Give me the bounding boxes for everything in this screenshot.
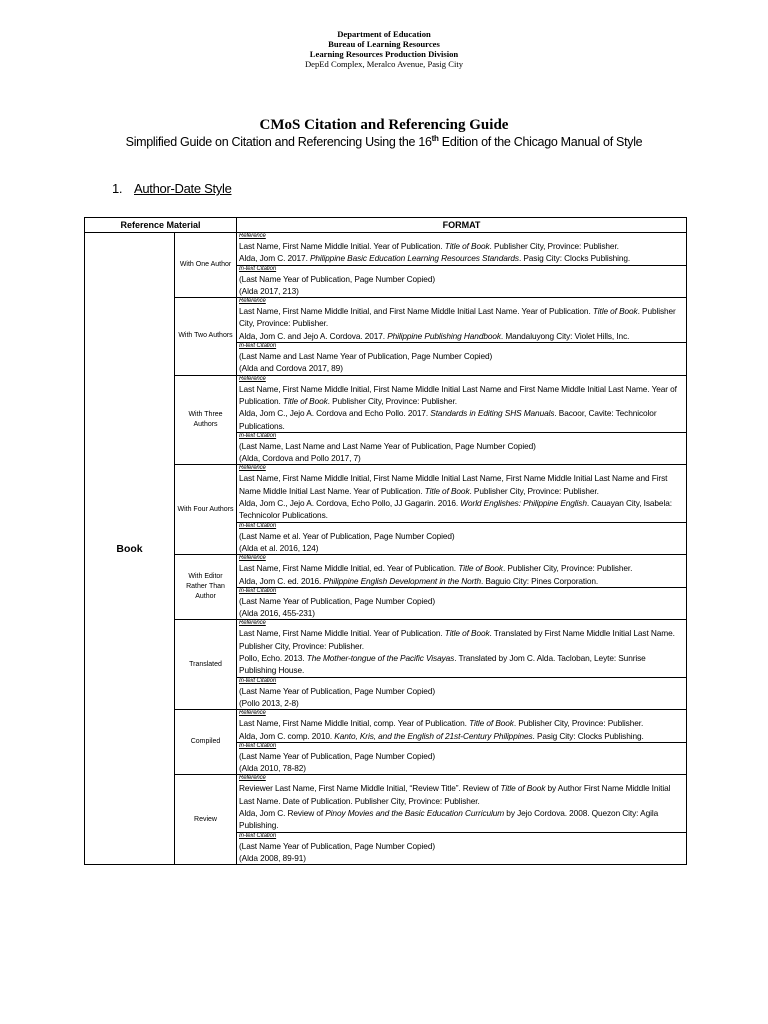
reference-format: [239, 305, 684, 330]
book-type-label: With Three Authors: [175, 375, 237, 465]
intext-cell: [237, 265, 687, 298]
reference-example-title: Philippine Publishing Handbook: [387, 330, 501, 341]
reference-example: [239, 807, 684, 832]
reference-label: Reference: [239, 375, 266, 382]
reference-format-rest: . Publisher City, Province: Publisher.: [469, 485, 599, 496]
intext-format: (Last Name Year of Publication, Page Number Copied): [239, 750, 435, 761]
reference-format-rest: . Publisher City, Province: Publisher.: [502, 563, 633, 574]
reference-format-title: Title of Book: [424, 485, 470, 496]
subtitle-superscript: th: [431, 134, 439, 143]
intext-example: (Alda 2010, 78-82): [239, 763, 306, 774]
reference-cell: [237, 710, 687, 743]
reference-format-title: Title of Book: [444, 241, 490, 251]
intext-example: (Alda 2008, 89-91): [239, 852, 306, 863]
reference-example: [239, 652, 684, 677]
intext-example: (Alda, Cordova and Pollo 2017, 7): [239, 453, 361, 464]
reference-example-rest: . Pasig City: Clocks Publishing.: [532, 730, 644, 741]
intext-cell: [237, 432, 687, 465]
intext-cell: [237, 587, 687, 620]
reference-example-title: Philippine Basic Education Learning Resources Standards: [309, 253, 519, 264]
subtitle-before: Simplified Guide on Citation and Referencing Using the 16: [125, 135, 432, 150]
intext-format: (Last Name and Last Name Year of Publication, Page Number Copied): [239, 351, 493, 362]
reference-format-title: Title of Book: [444, 628, 490, 639]
reference-example: [239, 252, 684, 264]
intext-example: (Alda and Cordova 2017, 89): [239, 363, 343, 374]
reference-format-rest: . Publisher City, Province: Publisher.: [239, 306, 676, 329]
reference-example-title: The Mother-tongue of the Pacific Visayas: [306, 653, 455, 664]
reference-example-text: Pollo, Echo. 2013.: [239, 653, 307, 664]
intext-label: In-text Citation: [239, 677, 277, 684]
reference-format-text: Last Name, First Name Middle Initial. Year of Publication.: [239, 241, 445, 251]
intext-format: (Last Name, Last Name and Last Name Year of Publication, Page Number Copied): [239, 440, 536, 451]
intext-example: (Alda 2016, 455-231): [239, 608, 315, 619]
reference-label: Reference: [239, 620, 266, 627]
intext-cell: [237, 677, 687, 710]
table-row-reference: [85, 710, 687, 743]
reference-cell: [237, 375, 687, 432]
reference-label: Reference: [239, 775, 266, 782]
reference-example-text: Alda, Jom C., Jejo A. Cordova and Echo Pollo. 2017.: [239, 408, 431, 419]
reference-format: [239, 383, 684, 408]
reference-example-text: Alda, Jom C. 2017.: [239, 253, 310, 264]
reference-format: [239, 562, 684, 574]
reference-example-title: World Englishes: Philippine English: [460, 498, 587, 509]
reference-label: Reference: [239, 298, 266, 305]
reference-format-title: Title of Book: [282, 395, 328, 406]
reference-format-rest: . Publisher City, Province: Publisher.: [513, 718, 644, 729]
intext-cell: [237, 343, 687, 376]
table-row-reference: [85, 620, 687, 677]
reference-cell: [237, 465, 687, 522]
reference-cell: [237, 775, 687, 832]
reference-example-rest: . Mandaluyong City: Violet Hills, Inc.: [500, 330, 630, 341]
reference-format-rest: by Author First Name Middle Initial Last Name. Date of Publication. Publisher City, Province: Publisher.: [239, 783, 671, 806]
table-row-reference: [85, 465, 687, 522]
reference-format: [239, 240, 684, 252]
section-number: 1.: [112, 181, 123, 196]
table-row-reference: [85, 775, 687, 832]
intext-label: In-text Citation: [239, 343, 277, 350]
intext-example: (Pollo 2013, 2-8): [239, 697, 299, 708]
reference-example-title: Standards in Editing SHS Manuals: [430, 408, 555, 419]
citation-table: [84, 217, 687, 865]
reference-format-title: Title of Book: [592, 306, 638, 317]
table-row-reference: [85, 375, 687, 432]
reference-example: [239, 575, 684, 587]
reference-format-rest: . Publisher City, Province: Publisher.: [327, 395, 457, 406]
intext-cell: [237, 742, 687, 775]
reference-example-rest: . Baguio City: Pines Corporation.: [481, 575, 599, 586]
category-book: Book: [85, 233, 175, 865]
table-body: [85, 233, 687, 865]
intext-label: In-text Citation: [239, 742, 277, 749]
reference-label: Reference: [239, 465, 266, 472]
intext-cell: [237, 522, 687, 555]
reference-cell: [237, 233, 687, 266]
header-bureau: Bureau of Learning Resources: [328, 39, 440, 49]
reference-format: [239, 782, 684, 807]
intext-example: (Alda 2017, 213): [239, 285, 299, 296]
reference-format-text: Last Name, First Name Middle Initial, comp. Year of Publication.: [239, 718, 470, 729]
reference-example-rest: . Pasig City: Clocks Publishing.: [518, 253, 631, 264]
header-division: Learning Resources Production Division: [309, 49, 459, 59]
reference-format: [239, 717, 684, 729]
page-title: CMoS Citation and Referencing Guide: [259, 117, 509, 133]
reference-example-text: Alda, Jom C. ed. 2016.: [239, 575, 324, 586]
table-header-row: [85, 218, 687, 233]
book-type-label: With Four Authors: [175, 465, 237, 555]
reference-example-text: Alda, Jom C. comp. 2010.: [239, 730, 335, 741]
reference-cell: [237, 620, 687, 677]
intext-format: (Last Name Year of Publication, Page Number Copied): [239, 273, 435, 284]
reference-format-text: Last Name, First Name Middle Initial, ed. Year of Publication.: [239, 563, 459, 574]
document-header: [0, 29, 768, 69]
intext-cell: [237, 832, 687, 865]
book-type-label: With One Author: [175, 233, 237, 298]
table-row-reference: [85, 555, 687, 588]
intext-label: In-text Citation: [239, 522, 277, 529]
reference-format-title: Title of Book: [500, 783, 546, 794]
reference-format-title: Title of Book: [469, 718, 514, 729]
intext-example: (Alda et al. 2016, 124): [239, 542, 319, 553]
table-row-reference: [85, 233, 687, 266]
table-row-reference: [85, 298, 687, 343]
intext-format: (Last Name et al. Year of Publication, Page Number Copied): [239, 530, 455, 541]
reference-example-text: Alda, Jom C. and Jejo A. Cordova. 2017.: [239, 330, 388, 341]
reference-format: [239, 627, 684, 652]
header-department: Department of Education: [337, 29, 431, 39]
page-subtitle: [0, 134, 768, 149]
reference-label: Reference: [239, 710, 266, 717]
reference-format: [239, 472, 684, 497]
reference-example-text: Alda, Jom C. Review of: [239, 807, 326, 818]
reference-format-text: Last Name, First Name Middle Initial, First Name Middle Initial Last Name and First Name Middle Initial Last Name. Year of Publication.: [239, 383, 677, 406]
intext-label: In-text Citation: [239, 265, 277, 272]
reference-example-rest: by Jejo Cordova. 2008. Quezon City: Agila Publishing.: [239, 807, 659, 831]
reference-format-text: Last Name, First Name Middle Initial, First Name Middle Initial Last Name, First Name Middle Initial Last Name and First Name Middle Initial Last Name. Year of Publication.: [239, 473, 668, 496]
reference-format-title: Title of Book: [458, 563, 503, 574]
reference-example: [239, 730, 684, 742]
reference-format-rest: . Publisher City, Province: Publisher.: [489, 241, 619, 251]
reference-cell: [237, 298, 687, 343]
intext-label: In-text Citation: [239, 587, 277, 594]
intext-label: In-text Citation: [239, 832, 277, 839]
reference-example: [239, 497, 684, 522]
intext-label: In-text Citation: [239, 432, 277, 439]
reference-format-text: Last Name, First Name Middle Initial. Year of Publication.: [239, 628, 445, 639]
section-heading: [112, 181, 232, 196]
reference-example-rest: . Bacoor, Cavite: Technicolor Publications.: [239, 408, 657, 431]
intext-format: (Last Name Year of Publication, Page Number Copied): [239, 840, 435, 851]
reference-example-rest: . Translated by Jom C. Alda. Tacloban, Leyte: Sunrise Publishing House.: [239, 653, 646, 676]
reference-format-text: Reviewer Last Name, First Name Middle Initial, “Review Title”. Review of: [239, 783, 501, 794]
header-address: DepEd Complex, Meralco Avenue, Pasig City: [304, 59, 464, 69]
reference-example-rest: . Cauayan City, Isabela: Technicolor Publications.: [239, 498, 672, 521]
reference-example-title: Pinoy Movies and the Basic Education Curriculum: [325, 807, 505, 818]
subtitle-after: Edition of the Chicago Manual of Style: [438, 135, 643, 150]
section-title: Author-Date Style: [134, 181, 232, 196]
reference-example: [239, 407, 684, 432]
reference-example-title: Philippine English Development in the North: [323, 575, 482, 586]
reference-label: Reference: [239, 233, 266, 239]
intext-format: (Last Name Year of Publication, Page Number Copied): [239, 595, 435, 606]
book-type-label: Review: [175, 775, 237, 865]
reference-example-text: Alda, Jom C., Jejo A. Cordova, Echo Pollo, JJ Gagarin. 2016.: [239, 498, 461, 509]
reference-label: Reference: [239, 555, 266, 562]
reference-example-title: Kanto, Kris, and the English of 21st-Century Philippines: [334, 730, 533, 741]
book-type-label: With Two Authors: [175, 298, 237, 375]
book-type-label: With Editor Rather Than Author: [175, 555, 237, 620]
header-reference-material: Reference Material: [85, 218, 237, 233]
book-type-label: Translated: [175, 620, 237, 710]
reference-format-text: Last Name, First Name Middle Initial, and First Name Middle Initial Last Name. Year of Publication.: [239, 306, 593, 317]
reference-example: [239, 330, 684, 342]
reference-cell: [237, 555, 687, 588]
header-format: FORMAT: [237, 218, 687, 233]
intext-format: (Last Name Year of Publication, Page Number Copied): [239, 685, 435, 696]
reference-format-rest: . Translated by First Name Middle Initial Last Name. Publisher City, Province: Publisher.: [239, 628, 675, 651]
book-type-label: Compiled: [175, 710, 237, 775]
